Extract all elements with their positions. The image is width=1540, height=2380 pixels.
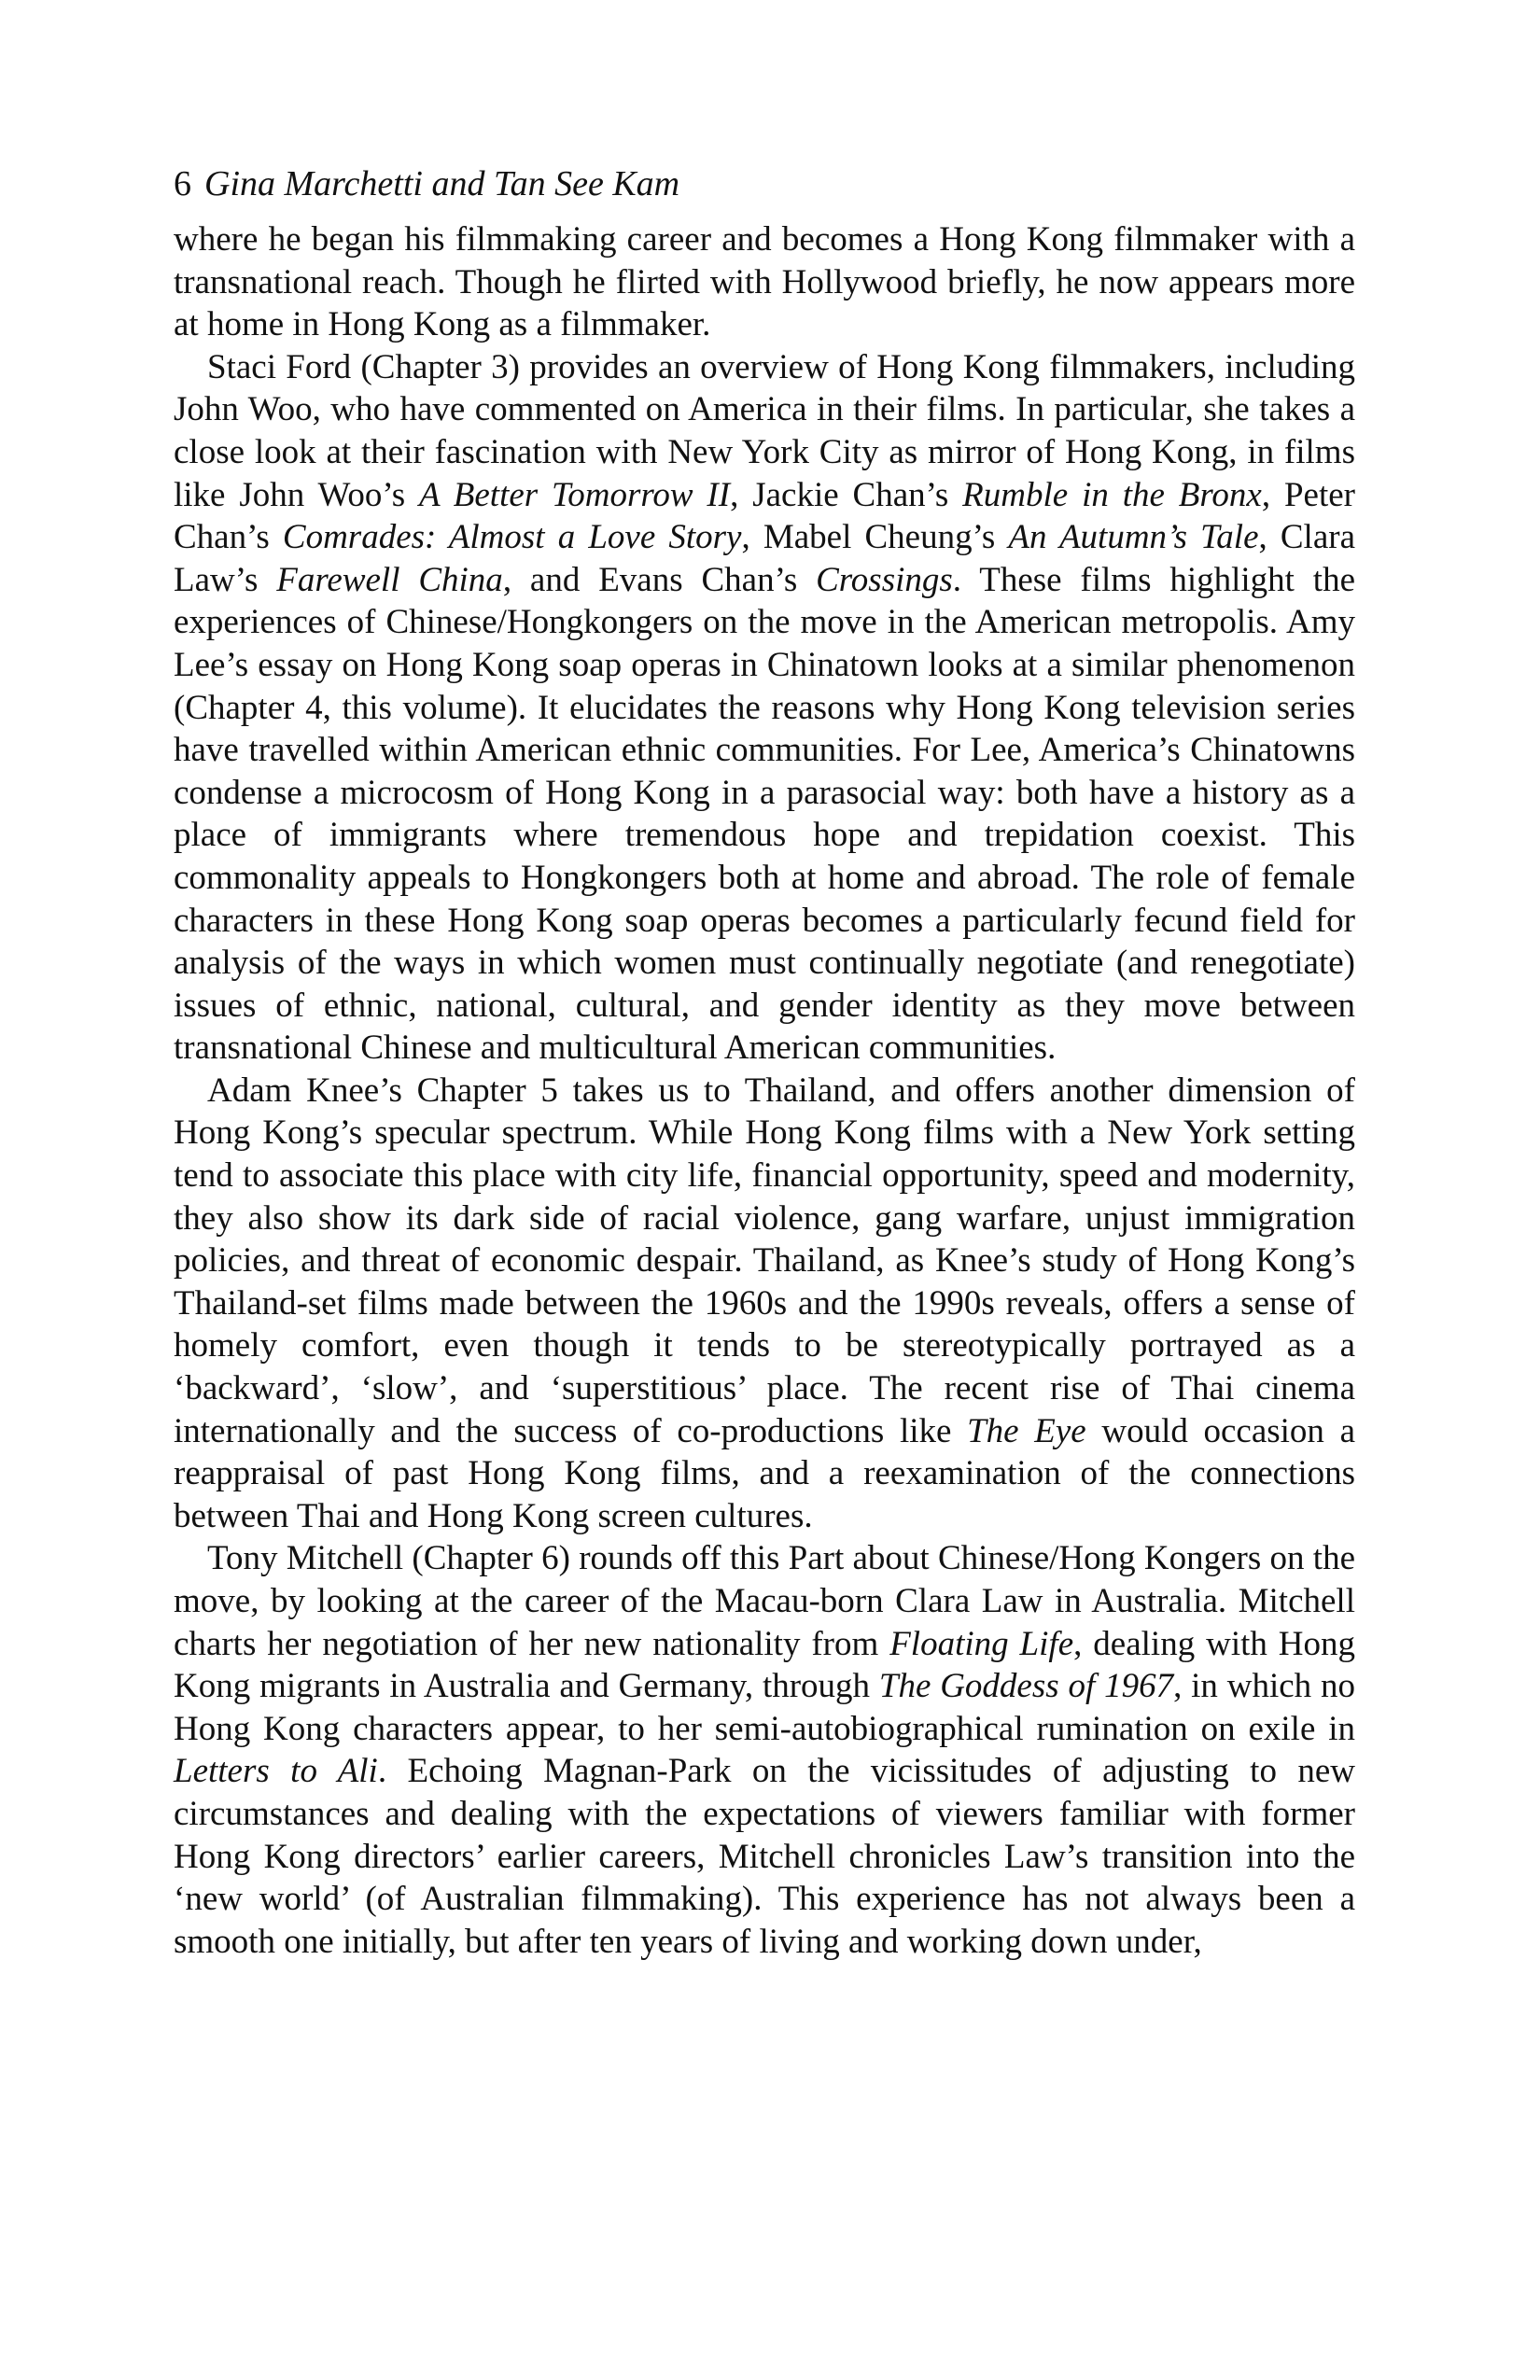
text-run: would occasion a reappraisal of past Hong Kong films, and a reexamination of the connections between Thai and Hong Kong screen cultures. (174, 1411, 1355, 1535)
running-head-authors: Gina Marchetti and Tan See Kam (204, 164, 680, 203)
text-run: , Clara Law’s (174, 518, 1355, 599)
text-run: where he began his filmmaking career and becomes a Hong Kong filmmaker with a transnational reach. Though he flirted with Hollywood briefly, he now appears more at home in Hong Kong as a filmmaker. (174, 220, 1355, 344)
work-title: The Eye (967, 1411, 1086, 1450)
paragraph-staci-ford (174, 346, 1355, 1070)
running-head (174, 161, 1355, 207)
work-title: Crossings (816, 560, 953, 599)
text-run: . These films highlight the experiences of Chinese/Hongkongers on the move in the American metropolis. Amy Lee’s essay on Hong Kong soap operas in Chinatown looks at a similar phenomenon (Chapter 4, this volume). It elucidates the reasons why Hong Kong television series have travelled within American ethnic communities. For Lee, America’s Chinatowns condense a microcosm of Hong Kong in a parasocial way: both have a history as a place of immigrants where tremendous hope and trepidation coexist. This commonality appeals to Hongkongers both at home and abroad. The role of female characters in these Hong Kong soap operas becomes a particularly fecund field for analysis of the ways in which women must continually negotiate (and renegotiate) issues of ethnic, national, cultural, and gender identity as they move between transnational Chinese and multicultural American communities. (174, 560, 1355, 1068)
page-number: 6 (174, 164, 191, 203)
work-title: Farewell China (276, 560, 503, 599)
text-run: , and Evans Chan’s (502, 560, 817, 599)
text-run: Adam Knee’s Chapter 5 takes us to Thailand, and offers another dimension of Hong Kong’s specular spectrum. While Hong Kong films with a New York setting tend to associate this place with city life, financial opportunity, speed and modernity, they also show its dark side of racial violence, gang warfare, unjust immigration policies, and threat of economic despair. Thailand, as Knee’s study of Hong Kong’s Thailand-set films made between the 1960s and the 1990s reveals, offers a sense of homely comfort, even though it tends to be stereotypically portrayed as a ‘backward’, ‘slow’, and ‘superstitious’ place. The recent rise of Thai cinema internationally and the success of co-productions like (174, 1071, 1355, 1450)
text-run: . Echoing Magnan-Park on the vicissitudes of adjusting to new circumstances and dealing with the expectations of viewers familiar with former Hong Kong directors’ earlier careers, Mitchell chronicles Law’s transition into the ‘new world’ (of Australian filmmaking). This experience has not always been a smooth one initially, but after ten years of living and working down under, (174, 1752, 1355, 1961)
work-title: Letters to Ali (174, 1752, 378, 1791)
text-run: , Peter Chan’s (174, 475, 1355, 557)
text-run: , Jackie Chan’s (730, 475, 963, 514)
work-title: A Better Tomorrow II (418, 475, 731, 514)
text-run: , dealing with Hong Kong migrants in Australia and Germany, through (174, 1624, 1356, 1706)
work-title: Floating Life (889, 1624, 1074, 1663)
text-run: , in which no Hong Kong characters appear, to her semi-autobiographical rumination on exile in (174, 1667, 1356, 1748)
work-title: An Autumn’s Tale (1008, 518, 1259, 557)
paragraph-continued (174, 218, 1355, 346)
text-run: Staci Ford (Chapter 3) provides an overview of Hong Kong filmmakers, including John Woo, who have commented on America in their films. In particular, she takes a close look at their fascination with New York City as mirror of Hong Kong, in films like John Woo’s (174, 347, 1355, 514)
paragraph-tony-mitchell (174, 1537, 1355, 1963)
work-title: Rumble in the Bronx (962, 475, 1262, 514)
body-text (174, 218, 1355, 1963)
work-title: Comrades: Almost a Love Story (282, 518, 742, 557)
paragraph-adam-knee (174, 1070, 1355, 1538)
text-run: Tony Mitchell (Chapter 6) rounds off this Part about Chinese/Hong Kongers on the move, by looking at the career of the Macau-born Clara Law in Australia. Mitchell charts her negotiation of her new nationality from (174, 1539, 1355, 1663)
book-page (174, 161, 1355, 1963)
text-run: , Mabel Cheung’s (741, 518, 1009, 557)
work-title: The Goddess of 1967 (878, 1667, 1174, 1706)
